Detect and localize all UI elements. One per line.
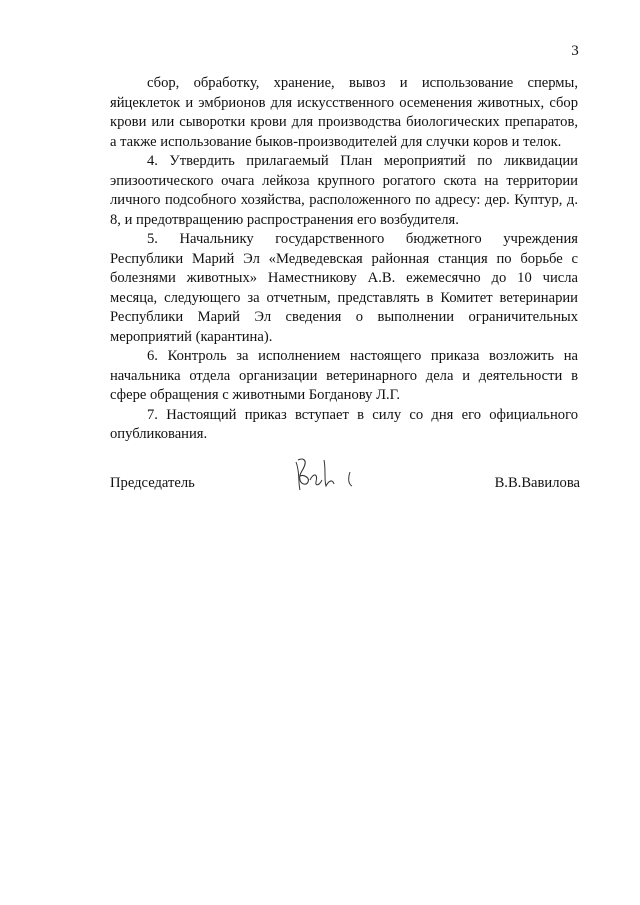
signatory-name: В.В.Вавилова [494, 475, 580, 491]
paragraph-item-5: 5. Начальнику государственного бюджетного учреждения Республики Марий Эл «Медведевская районная станция по борьбе с болезнями животных» Наместникову А.В. ежемесячно до 10 числа месяца, следующего за отчетным, представлять в Комитет ветеринарии Республики Марий Эл сведения о выполнении ограничительных мероприятий (карантина). [110, 231, 578, 345]
paragraph-continuation: сбор, обработку, хранение, вывоз и использование спермы, яйцеклеток и эмбрионов для искусственного осеменения животных, сбор крови или сыворотки крови для производства биологических препаратов, а также использование быков-производителей для случки коров и телок. [110, 75, 578, 150]
handwritten-signature [288, 450, 378, 500]
paragraph-item-6: 6. Контроль за исполнением настоящего приказа возложить на начальника отдела организации ветеринарного дела и деятельности в сфере обращения с животными Богданову Л.Г. [110, 348, 578, 403]
document-body [110, 74, 578, 445]
signature-block [110, 470, 580, 510]
signatory-title: Председатель [110, 475, 195, 491]
paragraph-item-7: 7. Настоящий приказ вступает в силу со дня его официального опубликования. [110, 406, 578, 442]
paragraph-item-4: 4. Утвердить прилагаемый План мероприятий по ликвидации эпизоотического очага лейкоза крупного рогатого скота на территории личного подсобного хозяйства, расположенного по адресу: дер. Куптур, д. 8, и предотвращению распространения его возбудителя. [110, 153, 578, 228]
page-number: 3 [571, 43, 579, 59]
